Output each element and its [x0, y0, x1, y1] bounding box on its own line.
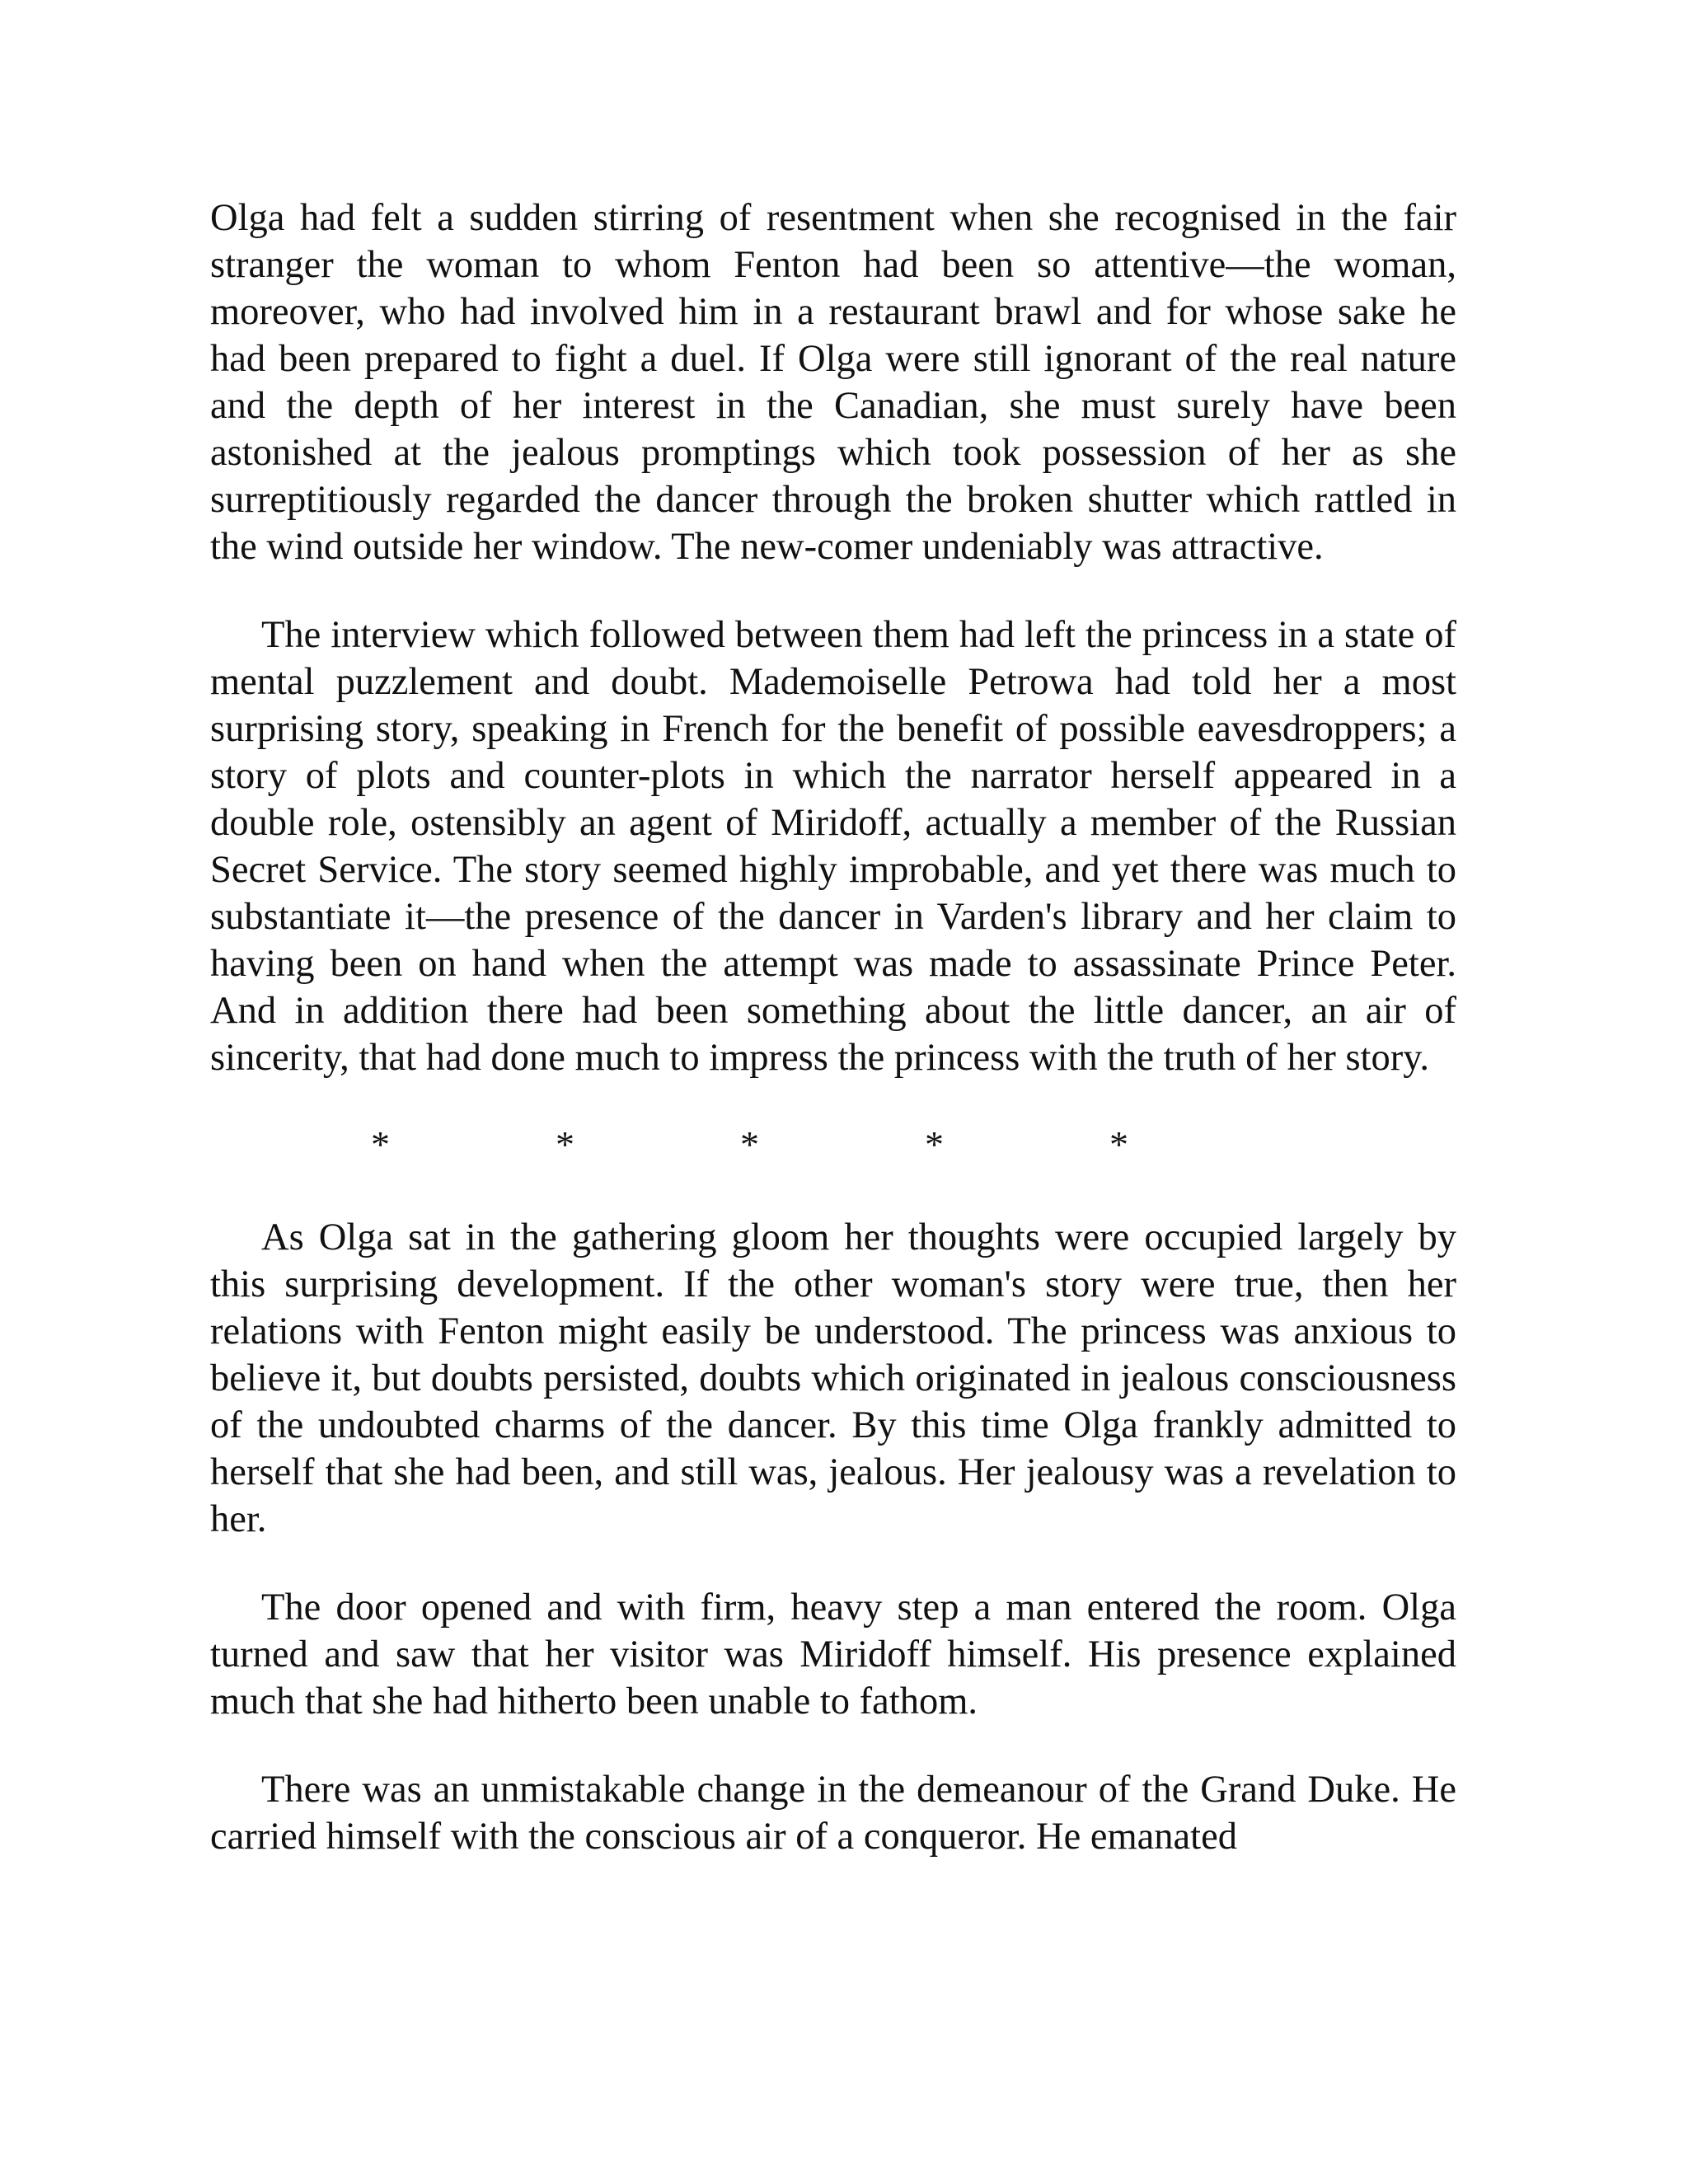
text-column — [210, 194, 1456, 1860]
section-break-star: * — [556, 1123, 574, 1165]
paragraph-1: Olga had felt a sudden stirring of resentment when she recognised in the fair stranger the woman to whom Fenton had been so attentive—the woman, moreover, who had involved him in a restaurant brawl and for whose sake he had been prepared to fight a duel. If Olga were still ignorant of the real nature and the depth of her interest in the Canadian, she must surely have been astonished at the jealous promptings which took possession of her as she surreptitiously regarded the dancer through the broken shutter which rattled in the wind outside her window. The new-comer undeniably was attractive. — [210, 197, 1456, 568]
section-break-star: * — [371, 1123, 390, 1165]
paragraph-3: As Olga sat in the gathering gloom her thoughts were occupied largely by this surprising development. If the other woman's story were true, then her relations with Fenton might easily be understood. The princess was anxious to believe it, but doubts persisted, doubts which originated in jealous consciousness of the undoubted charms of the dancer. By this time Olga frankly admitted to herself that she had been, and still was, jealous. Her jealousy was a revelation to her. — [210, 1216, 1456, 1540]
paragraph-4: The door opened and with firm, heavy step a man entered the room. Olga turned and saw that her visitor was Miridoff himself. His presence explained much that she had hitherto been unable to fathom. — [210, 1586, 1456, 1722]
paragraph-2: The interview which followed between them had left the princess in a state of mental puzzlement and doubt. Mademoiselle Petrowa had told her a most surprising story, speaking in French for the benefit of possible eavesdroppers; a story of plots and counter-plots in which the narrator herself appeared in a double role, ostensibly an agent of Miridoff, actually a member of the Russian Secret Service. The story seemed highly improbable, and yet there was much to substantiate it—the presence of the dancer in Varden's library and her claim to having been on hand when the attempt was made to assassinate Prince Peter. And in addition there had been something about the little dancer, an air of sincerity, that had done much to impress the princess with the truth of her story. — [210, 614, 1456, 1079]
section-break — [210, 1121, 1456, 1168]
paragraph-5: There was an unmistakable change in the demeanour of the Grand Duke. He carried himself with the conscious air of a conqueror. He emanated — [210, 1769, 1456, 1858]
section-break-star: * — [1109, 1123, 1128, 1165]
section-break-star: * — [740, 1123, 759, 1165]
section-break-star: * — [925, 1123, 944, 1165]
